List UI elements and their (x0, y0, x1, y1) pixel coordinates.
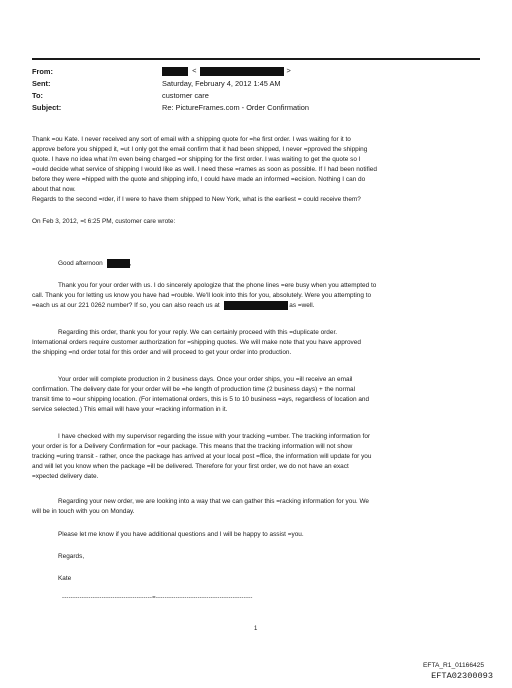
from-bracket-close: > (286, 66, 291, 75)
para1-line: Thank you for your order with us. I do sincerely apologize that the phone lines =ere busy when you attempted to (58, 282, 377, 289)
redaction-box (162, 67, 188, 76)
separator-dashes: -----------------------------------------=-------------------------------------------- (62, 595, 253, 601)
reply-line: about that now. (32, 186, 76, 193)
para4-line: and will let you know when the package =ill be delivered. Therefore for your first order, we do not have an exact (32, 463, 349, 470)
reply-line: approve before you shipped it, =ut I only got the email confirm that it had been shipped, I never =pproved the shipping (32, 146, 368, 153)
subject-label: Subject: (32, 103, 62, 112)
para2-line: the shipping =nd order total for this order and will proceed to get your order into production. (32, 349, 292, 356)
reply-line: before they were =hipped with the quote and shipping info, I could have made an informed =ecision. Nothing I can do (32, 176, 366, 183)
reply-line: =ould decide what service of shipping I would like as well. I need these =rames as soon as possible. If I had been notified (32, 166, 377, 173)
redaction-box (200, 67, 284, 76)
subject-value: Re: PictureFrames.com - Order Confirmation (162, 103, 310, 112)
para4-line: your order is for a Delivery Confirmation for =our package. This means that the tracking information will not show (32, 443, 353, 450)
redaction-box (224, 301, 288, 310)
para5-line: Regarding your new order, we are looking into a way that we can gather this =racking information for you. We (58, 498, 370, 505)
para3-line: Your order will complete production in 2 business days. Once your order ships, you =ill receive an email (58, 376, 353, 383)
quote-attribution: On Feb 3, 2012, =t 6:25 PM, customer care wrote: (32, 218, 176, 225)
para1-line (32, 301, 315, 311)
reply-line: Thank =ou Kate. I never received any sort of email with a shipping quote for =he first order. I was waiting for it to (32, 136, 351, 143)
para4-line: I have checked with my supervisor regarding the issue with your tracking =umber. The tracking information for (58, 433, 371, 440)
para3-line: service selected.) This email will have your =racking information in it. (32, 406, 228, 413)
from-value (162, 66, 291, 76)
para3-line: confirmation. The delivery date for your order will be =he length of production time (2 business days) + the normal (32, 386, 355, 393)
para5-line: will be in touch with you on Monday. (32, 508, 135, 515)
header-rule (32, 58, 480, 60)
page-number: 1 (254, 626, 258, 632)
para4-line: tracking =uring transit - rather, once the package has arrived at your local post =ffice, the information will update for you (32, 453, 372, 460)
para6-line: Please let me know if you have additional questions and I will be happy to assist =you. (58, 531, 304, 538)
bates-number-small: EFTA_R1_01166425 (423, 662, 484, 669)
para4-line: =xpected delivery date. (32, 473, 99, 480)
from-bracket-open: < (192, 66, 197, 75)
sent-value: Saturday, February 4, 2012 1:45 AM (162, 79, 281, 88)
greeting-comma: , (129, 260, 132, 268)
to-value: customer care (162, 91, 209, 100)
reply-line: quote. I have no idea what i'm even being charged =or shipping for the first order. I was waiting to get the quote so I (32, 156, 361, 163)
closing-regards: Regards, (58, 553, 85, 560)
para1-text: =each us at our 221 0262 number? If so, you can also reach us at (32, 302, 220, 310)
from-label: From: (32, 67, 53, 76)
greeting-text: Good afternoon (58, 260, 103, 268)
signature-name: Kate (58, 575, 72, 582)
second-order-line: Regards to the second =rder, if I were to have them shipped to New York, what is the earliest = could receive them? (32, 196, 361, 203)
to-label: To: (32, 91, 43, 100)
para3-line: transit time to =our shipping location. (For international orders, this is 5 to 10 business =ays, regardless of location and (32, 396, 370, 403)
para2-line: International orders require customer authorization for =shipping quotes. We will make note that you have approved (32, 339, 361, 346)
sent-label: Sent: (32, 79, 51, 88)
para2-line: Regarding this order, thank you for your reply. We can certainly proceed with this =duplicate order. (58, 329, 338, 336)
redaction-box (107, 259, 130, 268)
para1-line: call. Thank you for letting us know you have had =rouble. We'll look into this for you, absolutely. Were you attempting to (32, 292, 372, 299)
bates-number-large: EFTA02300093 (431, 671, 493, 681)
greeting (58, 259, 131, 269)
para1-tail: as =well. (289, 302, 315, 310)
